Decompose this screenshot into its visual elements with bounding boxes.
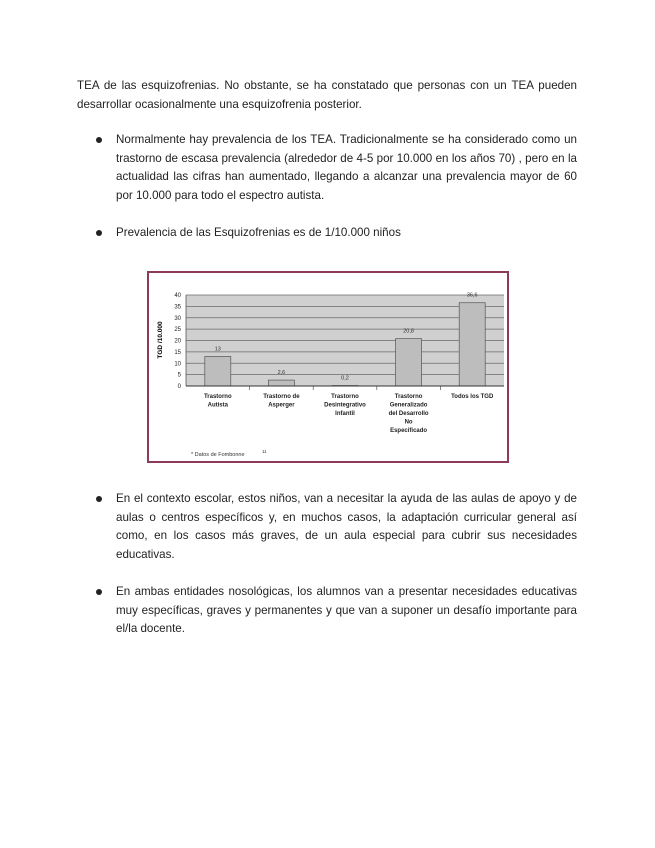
- category-label: Asperger: [268, 402, 295, 409]
- bar: [268, 380, 294, 386]
- bullet-text: En ambas entidades nosológicas, los alumnos van a presentar necesidades educativas muy específicas, graves y permanentes y que van a suponer un desafío importante para el/la docente.: [116, 585, 577, 636]
- data-label: 20,8: [403, 328, 414, 335]
- chart-svg: [149, 273, 507, 461]
- y-axis-label: TGD /10.000: [157, 321, 164, 359]
- category-label: Trastorno: [331, 394, 359, 400]
- chart-footnote: * Datos de Fombonne: [191, 452, 245, 458]
- y-tick-label: 30: [174, 315, 181, 322]
- category-label: Generalizado: [389, 402, 428, 409]
- category-label: No: [404, 419, 413, 426]
- bar: [396, 339, 422, 386]
- y-tick-label: 20: [174, 338, 181, 345]
- bullet-dot-icon: [96, 230, 102, 236]
- bullet-dot-icon: [96, 496, 102, 502]
- bullet-item: [96, 583, 577, 639]
- y-tick-label: 35: [174, 304, 181, 311]
- y-tick-label: 25: [174, 327, 181, 334]
- data-label: 36,6: [466, 292, 478, 299]
- category-label: Todos los TGD: [451, 394, 494, 400]
- category-label: Especificado: [390, 428, 428, 434]
- bullet-text: Normalmente hay prevalencia de los TEA. Tradicionalmente se ha considerado como un trastorno de escasa prevalencia (alrededor de 4-5 por 10.000 en los años 70) , pero en la actualidad las cifras han aumentado, llegando a alcanzar una prevalencia mayor de 60 por 10.000 para todo el espectro autista.: [116, 133, 577, 202]
- category-label: Trastorno: [394, 394, 423, 400]
- bullet-text: En el contexto escolar, estos niños, van a necesitar la ayuda de las aulas de apoyo y de aulas o centros específicos y, en muchos casos, la adaptación curricular general así como, en los casos más graves, de un aula especial para cubrir sus necesidades educativas.: [116, 492, 577, 561]
- prevalence-chart: [147, 271, 509, 463]
- y-tick-label: 15: [174, 349, 181, 356]
- bullet-dot-icon: [96, 137, 102, 143]
- category-label: Infantil: [335, 411, 355, 417]
- bullet-item: [96, 131, 577, 205]
- category-label: Trastorno: [203, 394, 232, 400]
- y-tick-label: 40: [174, 293, 181, 299]
- bar: [459, 303, 485, 386]
- data-label: 2,6: [277, 370, 286, 377]
- bullet-dot-icon: [96, 589, 102, 595]
- data-label: 0,2: [341, 375, 349, 382]
- category-label: Desintegrativo: [324, 402, 366, 409]
- y-tick-label: 5: [177, 372, 181, 379]
- bullet-text: Prevalencia de las Esquizofrenias es de 1/10.000 niños: [116, 226, 401, 239]
- bar: [205, 356, 231, 386]
- category-label: del Desarrollo: [388, 411, 429, 417]
- category-label: Trastorno de: [263, 394, 300, 400]
- data-label: 13: [214, 346, 221, 353]
- y-tick-label: 10: [174, 361, 181, 368]
- chart-footnote-ref: 11: [262, 449, 267, 454]
- bullet-item: [96, 224, 577, 243]
- intro-paragraph: TEA de las esquizofrenias. No obstante, se ha constatado que personas con un TEA pueden desarrollar ocasionalmente una esquizofrenia posterior.: [77, 79, 577, 111]
- bullet-item: [96, 490, 577, 564]
- y-tick-label: 0: [177, 384, 181, 390]
- category-label: Autista: [207, 402, 228, 409]
